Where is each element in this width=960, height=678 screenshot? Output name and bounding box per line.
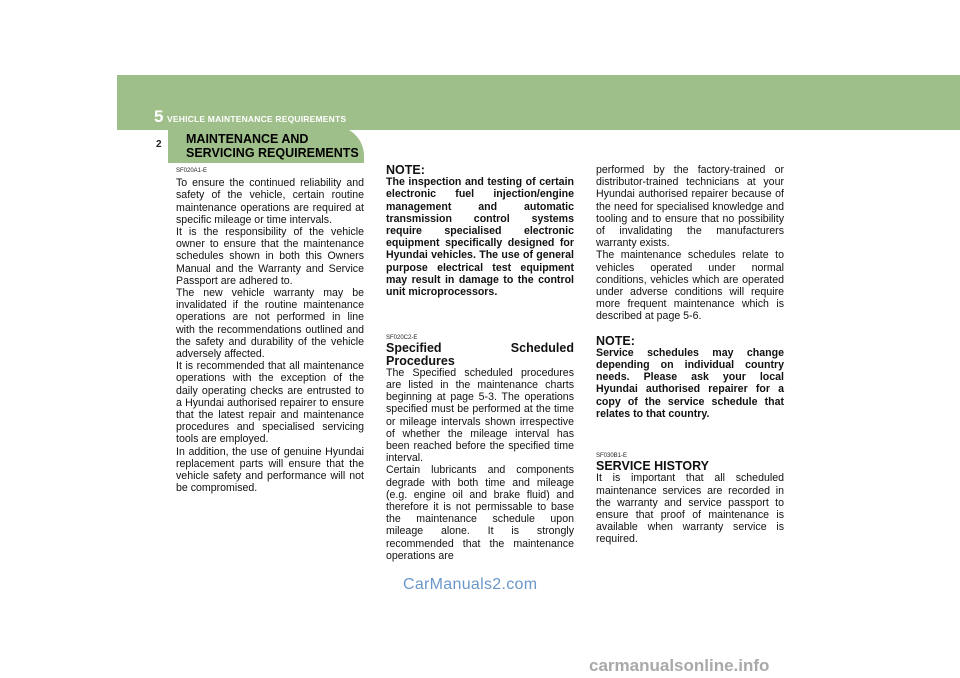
- paragraph: It is the responsibility of the vehicle owner to ensure that the maintenance schedules shown in both this Owners Manual and the Warranty and Service Passport are adhered to.: [176, 226, 364, 287]
- watermark-link[interactable]: CarManuals2.com: [403, 576, 538, 593]
- section-heading: SERVICE HISTORY: [596, 459, 709, 474]
- chapter-title: VEHICLE MAINTENANCE REQUIREMENTS: [167, 114, 347, 124]
- column-3: [596, 164, 784, 546]
- section-code: SF020C2-E: [386, 335, 418, 342]
- column-1: [176, 165, 364, 494]
- section-heading: Specified Scheduled Procedures: [386, 341, 574, 368]
- chapter-number: 5: [154, 107, 164, 126]
- paragraph: The new vehicle warranty may be invalidated if the routine maintenance operations are not performed in line with the recommendations outlined and the safety and durability of the vehicle adversely affected.: [176, 287, 364, 361]
- section-title: MAINTENANCE AND SERVICING REQUIREMENTS: [186, 132, 359, 160]
- paragraph: Certain lubricants and components degrade with both time and mileage (e.g. engine oil and brake fluid) and therefore it is not permissable to base the maintenance schedule upon mileage alone. It is strongly recommended that the maintenance operations are: [386, 464, 574, 562]
- paragraph: The maintenance schedules relate to vehicles operated under normal conditions, vehicles which are operated under adverse conditions will require more frequent maintenance which is described at page 5-6.: [596, 249, 784, 323]
- note-text: Service schedules may change depending on individual country needs. Please ask your local Hyundai authorised repairer for a copy of the service schedule that relates to that country.: [596, 346, 784, 420]
- section-code: SF020A1-E: [176, 168, 208, 174]
- paragraph: It is important that all scheduled maintenance services are recorded in the warranty and service passport to ensure that proof of maintenance is available when warranty service is required.: [596, 472, 784, 546]
- footer-watermark: carmanualsonline.info: [589, 656, 770, 675]
- paragraph: To ensure the continued reliability and safety of the vehicle, certain routine maintenance operations are required at specific mileage or time intervals.: [176, 177, 364, 226]
- note-heading: NOTE:: [596, 333, 635, 348]
- paragraph: In addition, the use of genuine Hyundai replacement parts will ensure that the vehicle safety and performance will not be compromised.: [176, 445, 364, 495]
- paragraph: It is recommended that all maintenance operations with the exception of the daily operating checks are entrusted to a Hyundai authorised repairer to ensure that the latest repair and maintenance procedures and specialised servicing tools are employed.: [176, 360, 364, 446]
- page-number: 2: [156, 139, 162, 150]
- note-heading: NOTE:: [386, 163, 425, 177]
- paragraph: performed by the factory-trained or distributor-trained technicians at your Hyundai authorised repairer because of the need for specialised knowledge and tooling and to ensure that no possibility of invalidating the manufacturers warranty exists.: [596, 164, 784, 250]
- paragraph: The Specified scheduled procedures are listed in the maintenance charts beginning at page 5-3. The operations specified must be performed at the time or mileage intervals shown irrespective of whether the mileage interval has been reached before the specified time interval.: [386, 366, 574, 465]
- note-text: The inspection and testing of certain electronic fuel injection/engine management and automatic transmission control systems require specialised electronic equipment specifically designed for Hyundai vehicles. The use of general purpose electrical test equipment may result in damage to the control unit microprocessors.: [386, 176, 574, 299]
- column-2: [386, 164, 574, 562]
- section-code: SF030B1-E: [596, 453, 628, 460]
